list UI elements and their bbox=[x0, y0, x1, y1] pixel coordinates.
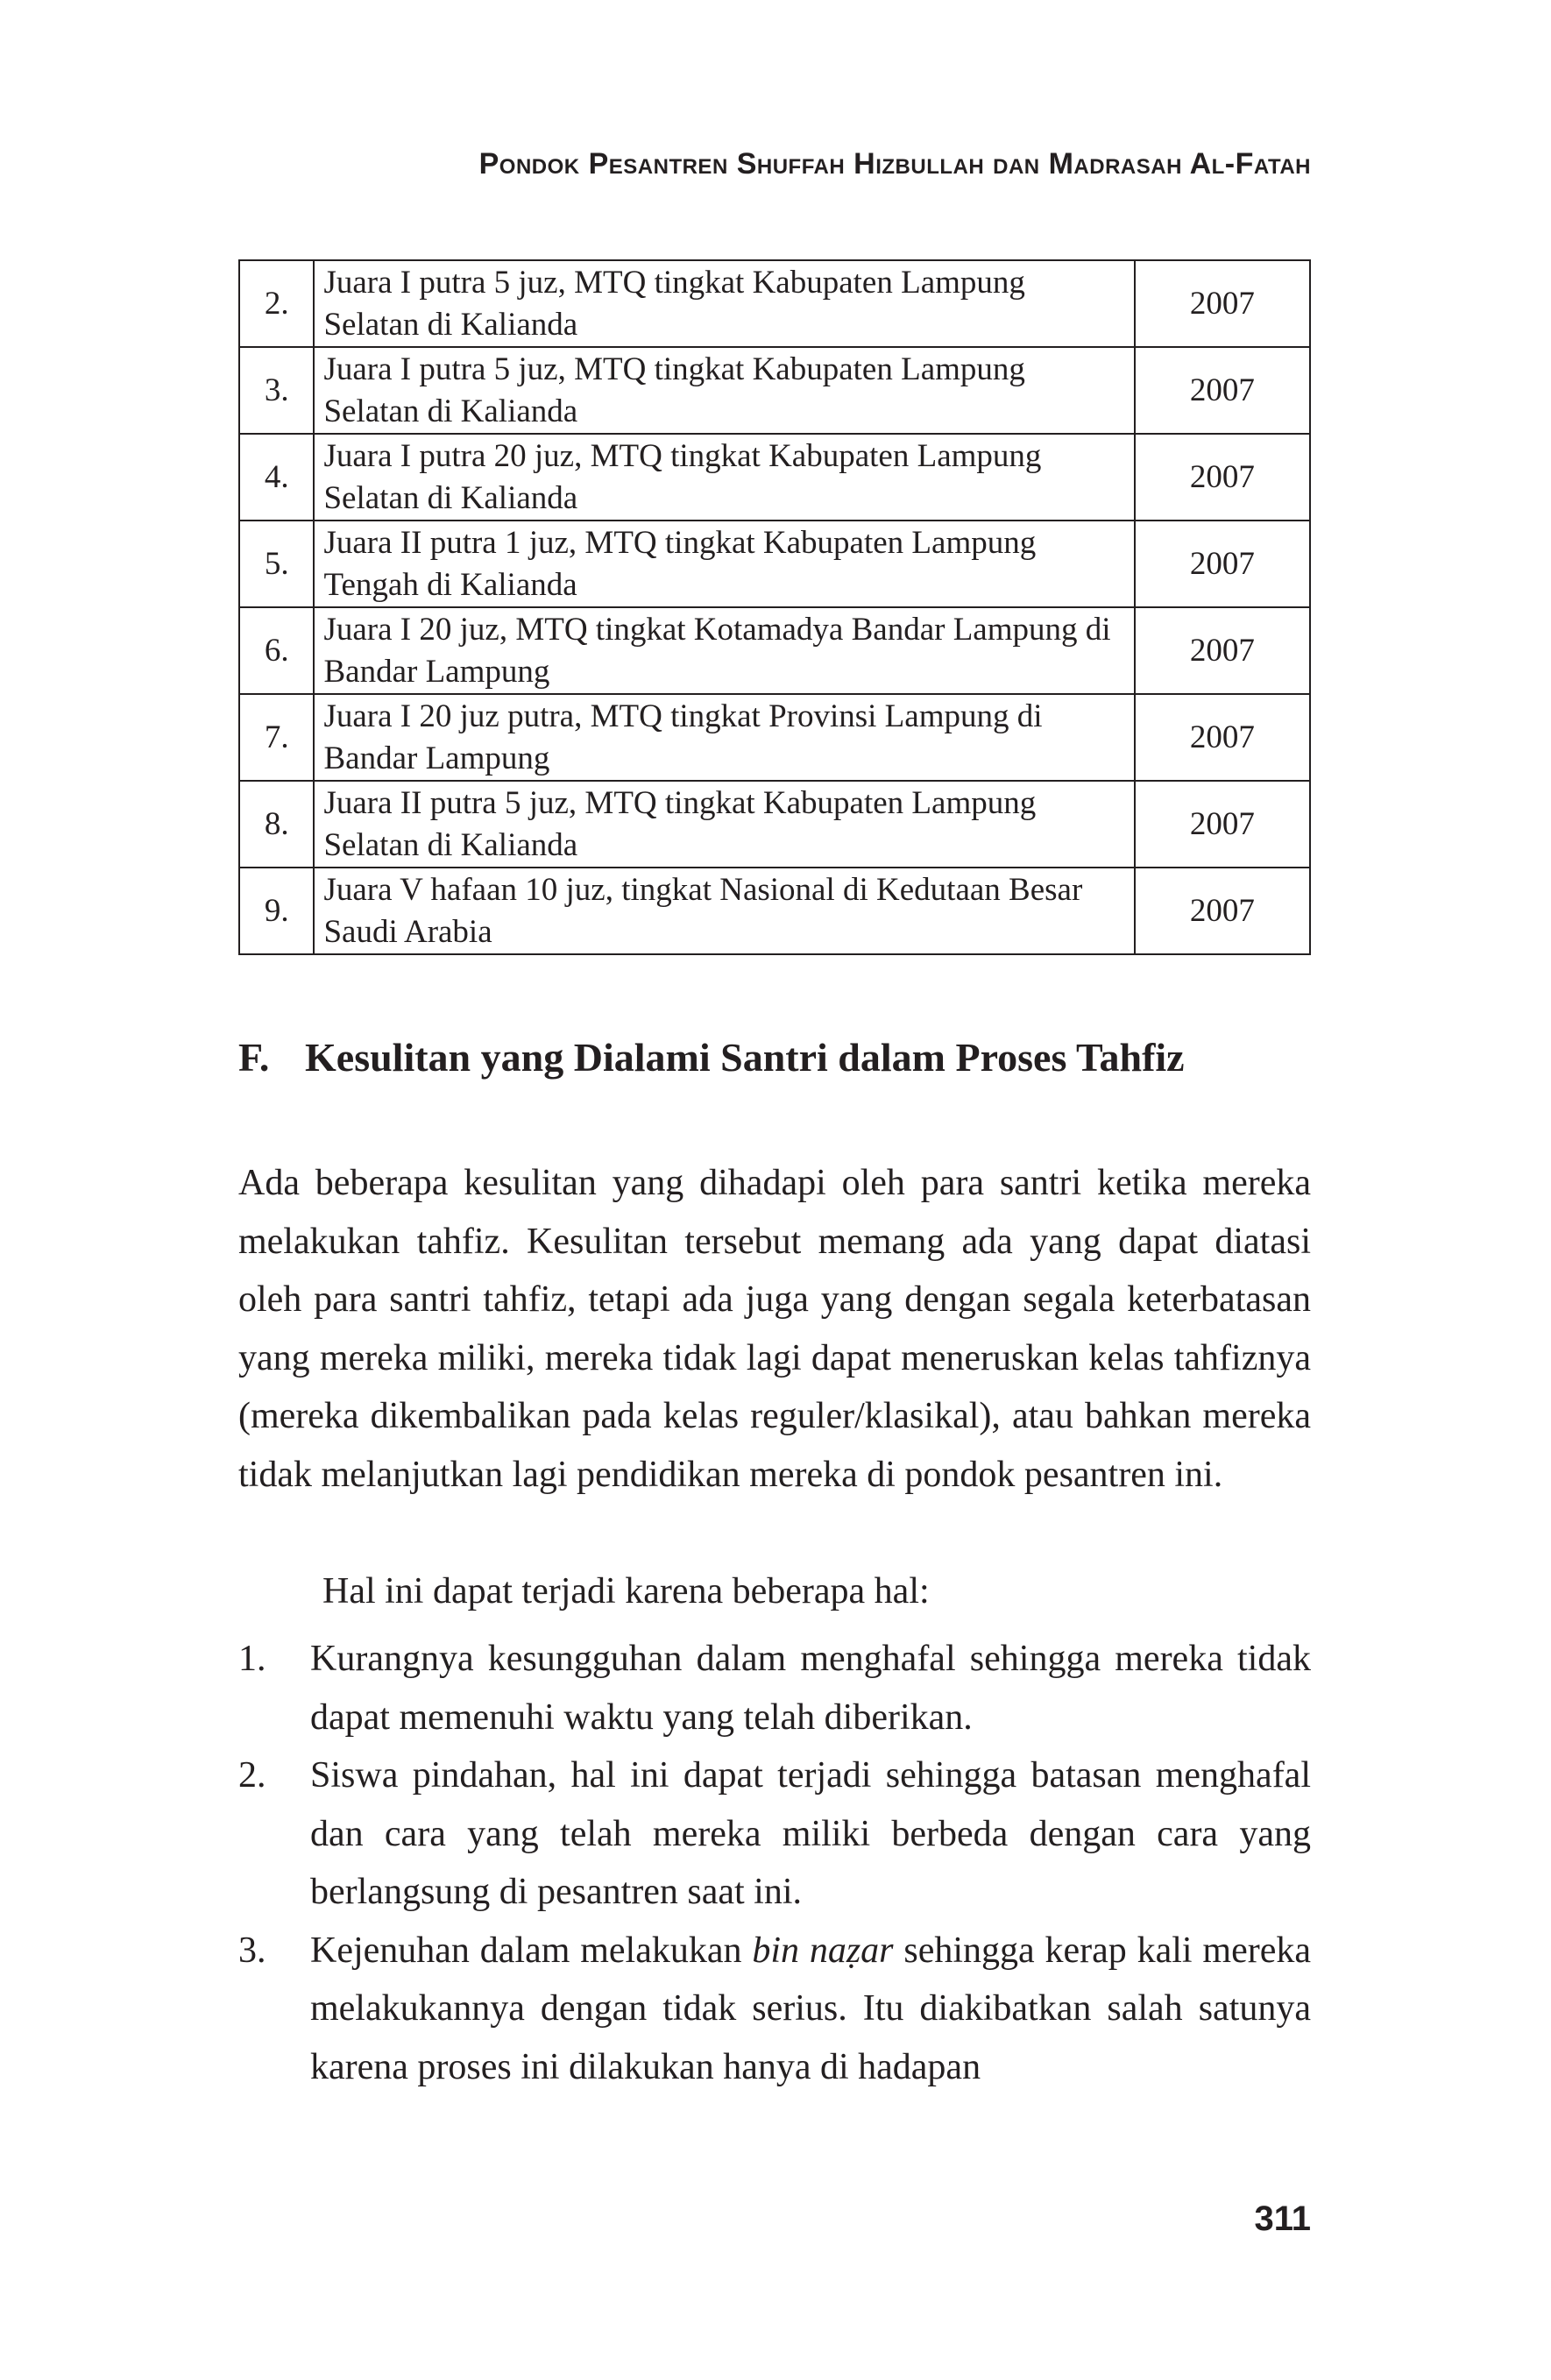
table-row bbox=[239, 521, 1310, 607]
row-year: 2007 bbox=[1135, 260, 1310, 347]
table-row bbox=[239, 260, 1310, 347]
row-number: 3. bbox=[239, 347, 314, 434]
paragraph-intro: Ada beberapa kesulitan yang dihadapi oleh para santri ketika mereka melakukan tahfiz. Kesulitan tersebut memang ada yang dapat diatasi oleh para santri tahfiz, tetapi ada juga yang dengan segala keterbatasan yang mereka miliki, mereka tidak lagi dapat meneruskan kelas tahfiznya (mereka dikembalikan pada kelas reguler/klasikal), atau bahkan mereka tidak melanjutkan lagi pendidikan mereka di pondok pesantren ini. bbox=[238, 1163, 1311, 1495]
list-item-number: 3. bbox=[238, 1930, 266, 1971]
row-year: 2007 bbox=[1135, 694, 1310, 781]
row-description: Juara V hafaan 10 juz, tingkat Nasional di Kedutaan Besar Saudi Arabia bbox=[314, 868, 1134, 954]
section-heading bbox=[238, 1027, 1311, 1088]
row-number: 6. bbox=[239, 607, 314, 694]
list-item-number: 1. bbox=[238, 1639, 266, 1679]
row-description: Juara I putra 20 juz, MTQ tingkat Kabupaten Lampung Selatan di Kalianda bbox=[314, 434, 1134, 521]
list-item-number: 2. bbox=[238, 1755, 266, 1796]
row-year: 2007 bbox=[1135, 434, 1310, 521]
table-row bbox=[239, 347, 1310, 434]
table-row bbox=[239, 607, 1310, 694]
row-number: 8. bbox=[239, 781, 314, 868]
list-item bbox=[238, 1746, 1311, 1922]
row-number: 5. bbox=[239, 521, 314, 607]
row-description: Juara II putra 5 juz, MTQ tingkat Kabupaten Lampung Selatan di Kalianda bbox=[314, 781, 1134, 868]
row-description: Juara II putra 1 juz, MTQ tingkat Kabupaten Lampung Tengah di Kalianda bbox=[314, 521, 1134, 607]
row-number: 2. bbox=[239, 260, 314, 347]
italic-term: bin naẓar bbox=[752, 1930, 894, 1971]
list-item-text-after: sehingga kerap kali mereka melakukannya dengan tidak serius. Itu diakibatkan salah satunya karena proses ini dilakukan hanya di hadapan bbox=[310, 1930, 1312, 2087]
list-item-text-before: Kejenuhan dalam melakukan bbox=[310, 1930, 753, 1971]
page-number: 311 bbox=[1254, 2199, 1311, 2238]
table-row bbox=[239, 434, 1310, 521]
table-row bbox=[239, 868, 1310, 954]
list-item bbox=[238, 1630, 1311, 1746]
row-year: 2007 bbox=[1135, 781, 1310, 868]
row-year: 2007 bbox=[1135, 521, 1310, 607]
list-item bbox=[238, 1922, 1311, 2097]
row-year: 2007 bbox=[1135, 607, 1310, 694]
row-description: Juara I 20 juz, MTQ tingkat Kotamadya Bandar Lampung di Bandar Lampung bbox=[314, 607, 1134, 694]
row-year: 2007 bbox=[1135, 868, 1310, 954]
awards-table bbox=[238, 259, 1311, 955]
section-title: Kesulitan yang Dialami Santri dalam Proses Tahfiz bbox=[305, 1035, 1185, 1080]
row-number: 7. bbox=[239, 694, 314, 781]
row-year: 2007 bbox=[1135, 347, 1310, 434]
section-letter: F. bbox=[238, 1035, 270, 1080]
row-number: 9. bbox=[239, 868, 314, 954]
row-number: 4. bbox=[239, 434, 314, 521]
row-description: Juara I putra 5 juz, MTQ tingkat Kabupaten Lampung Selatan di Kalianda bbox=[314, 260, 1134, 347]
list-item-text: Siswa pindahan, hal ini dapat terjadi sehingga batasan menghafal dan cara yang telah mereka miliki berbeda dengan cara yang berlangsung di pesantren saat ini. bbox=[310, 1755, 1311, 1912]
list-item-text: Kurangnya kesungguhan dalam menghafal sehingga mereka tidak dapat memenuhi waktu yang telah diberikan. bbox=[310, 1639, 1311, 1738]
difficulty-list bbox=[238, 1630, 1311, 2096]
paragraph-lead-in: Hal ini dapat terjadi karena beberapa hal: bbox=[322, 1571, 930, 1611]
row-description: Juara I putra 5 juz, MTQ tingkat Kabupaten Lampung Selatan di Kalianda bbox=[314, 347, 1134, 434]
row-description: Juara I 20 juz putra, MTQ tingkat Provinsi Lampung di Bandar Lampung bbox=[314, 694, 1134, 781]
table-row bbox=[239, 694, 1310, 781]
table-row bbox=[239, 781, 1310, 868]
running-head: Pondok Pesantren Shuffah Hizbullah dan Madrasah Al-Fatah bbox=[478, 147, 1311, 181]
